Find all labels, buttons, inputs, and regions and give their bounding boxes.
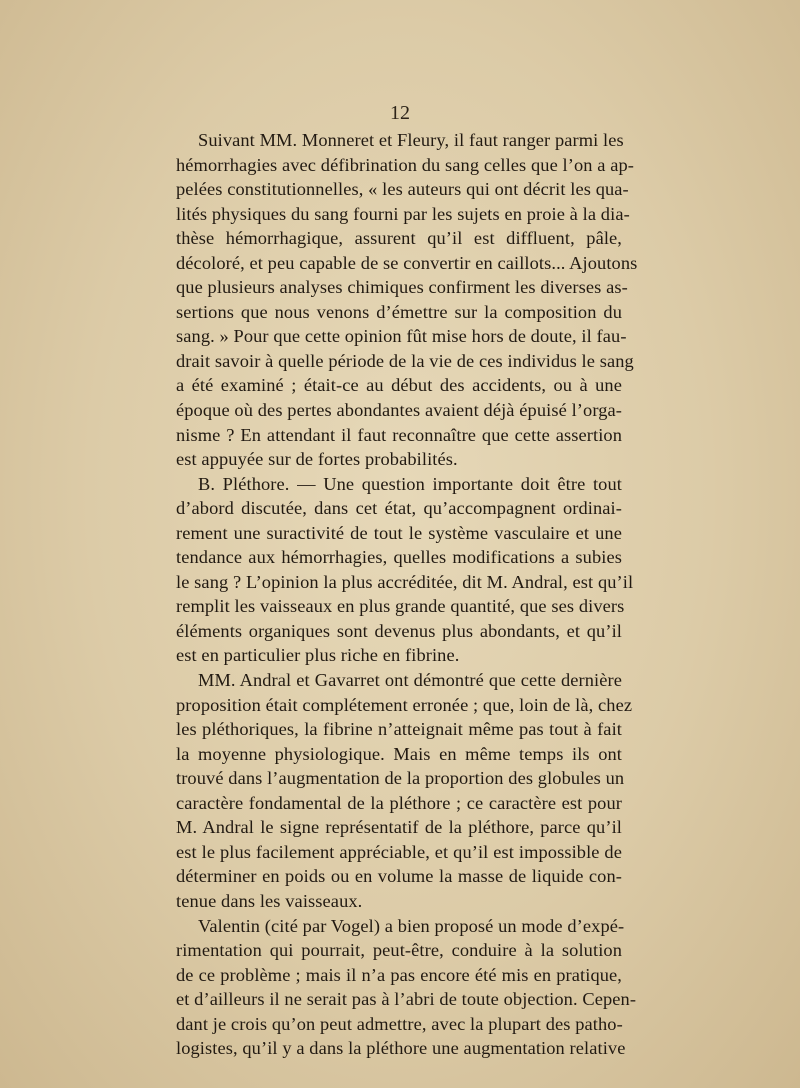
text-line: de ce problème ; mais il n’a pas encore été mis en pratique,	[176, 964, 622, 985]
text-line: remplit les vaisseaux en plus grande quantité, que ses divers	[176, 596, 625, 617]
text-line: que plusieurs analyses chimiques confirment les diverses as-	[176, 277, 628, 298]
text-line: lités physiques du sang fourni par les sujets en proie à la dia-	[176, 203, 630, 224]
text-line: décoloré, et peu capable de se convertir en caillots... Ajoutons	[176, 252, 638, 273]
text-line: la moyenne physiologique. Mais en même temps ils ont	[176, 743, 622, 764]
text-line: déterminer en poids ou en volume la masse de liquide con-	[176, 866, 622, 887]
text-line: nisme ? En attendant il faut reconnaître que cette assertion	[176, 424, 622, 445]
text-line: rement une suractivité de tout le système vasculaire et une	[176, 522, 622, 543]
text-line: sertions que nous venons d’émettre sur la composition du	[176, 301, 622, 322]
text-line: Valentin (cité par Vogel) a bien proposé un mode d’expé-	[198, 915, 625, 936]
page-number: 12	[390, 102, 410, 124]
text-line: MM. Andral et Gavarret ont démontré que cette dernière	[198, 670, 622, 691]
text-line: le sang ? L’opinion la plus accréditée, dit M. Andral, est qu’il	[176, 571, 634, 592]
body-text	[176, 128, 638, 1061]
text-line: logistes, qu’il y a dans la pléthore une augmentation relative	[176, 1038, 626, 1059]
text-line: éléments organiques sont devenus plus abondants, et qu’il	[176, 620, 622, 641]
text-line: dant je crois qu’on peut admettre, avec la plupart des patho-	[176, 1013, 623, 1034]
text-line: époque où des pertes abondantes avaient déjà épuisé l’orga-	[176, 400, 622, 421]
text-line: caractère fondamental de la pléthore ; ce caractère est pour	[176, 792, 622, 813]
text-line: trouvé dans l’augmentation de la proportion des globules un	[176, 768, 625, 789]
text-line: B. Pléthore. — Une question importante doit être tout	[198, 473, 622, 494]
text-line: est en particulier plus riche en fibrine.	[176, 645, 460, 666]
text-line: Suivant MM. Monneret et Fleury, il faut ranger parmi les	[198, 130, 624, 150]
text-line: hémorrhagies avec défibrination du sang celles que l’on a ap-	[176, 154, 635, 175]
text-line: drait savoir à quelle période de la vie de ces individus le sang	[176, 350, 634, 371]
text-line: est le plus facilement appréciable, et qu’il est impossible de	[176, 841, 622, 862]
text-line: tendance aux hémorrhagies, quelles modifications a subies	[176, 547, 622, 568]
text-line: rimentation qui pourrait, peut-être, conduire à la solution	[176, 940, 622, 961]
text-line: les pléthoriques, la fibrine n’atteignait même pas tout à fait	[176, 719, 622, 740]
text-line: et d’ailleurs il ne serait pas à l’abri de toute objection. Cepen-	[176, 989, 637, 1010]
text-line: pelées constitutionnelles, « les auteurs qui ont décrit les qua-	[176, 179, 629, 200]
text-line: d’abord discutée, dans cet état, qu’accompagnent ordinai-	[176, 498, 622, 519]
text-line: est appuyée sur de fortes probabilités.	[176, 449, 458, 470]
text-line: a été examiné ; était-ce au début des accidents, ou à une	[176, 375, 622, 396]
text-line: thèse hémorrhagique, assurent qu’il est diffluent, pâle,	[176, 228, 622, 249]
text-line: tenue dans les vaisseaux.	[176, 890, 363, 911]
text-line: proposition était complétement erronée ; que, loin de là, chez	[176, 694, 633, 715]
text-line: sang. » Pour que cette opinion fût mise hors de doute, il fau-	[176, 326, 627, 347]
text-line: M. Andral le signe représentatif de la pléthore, parce qu’il	[176, 817, 622, 838]
